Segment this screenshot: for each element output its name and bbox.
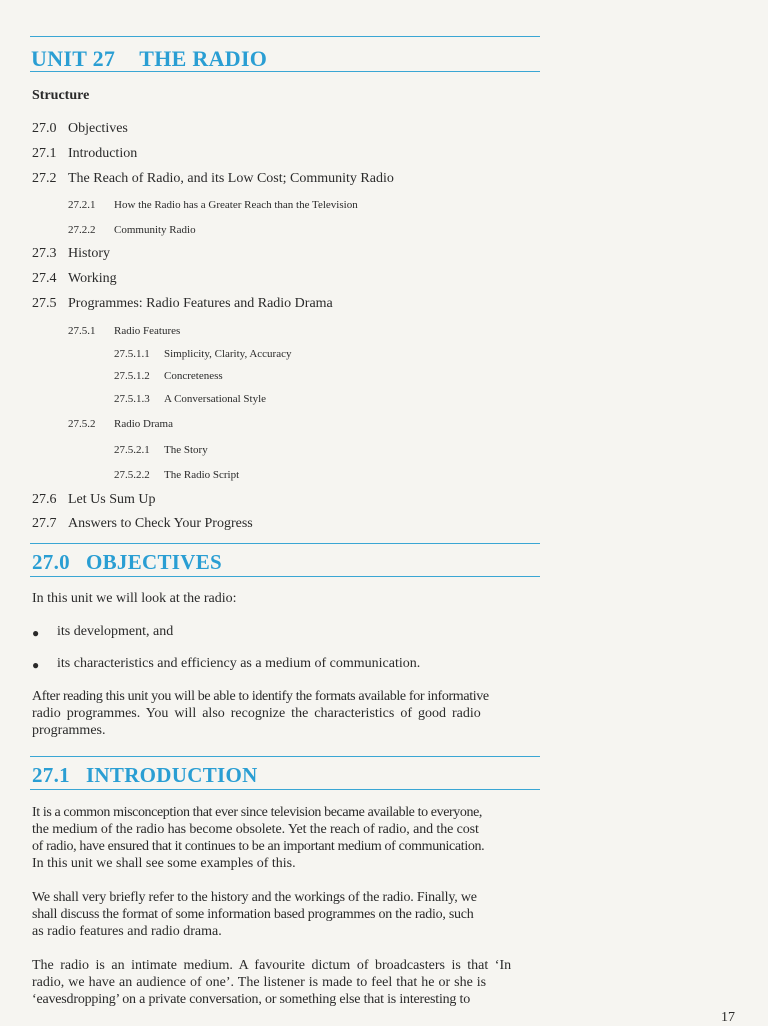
toc-item-27-3 [32,246,110,262]
toc-item-27-5-2 [68,418,173,430]
introduction-paragraph-2 [32,889,541,940]
bullet-icon: ● [32,626,40,640]
introduction-bottom-rule [30,789,540,790]
objectives-heading-title: OBJECTIVES [85,550,222,574]
introduction-paragraph-3 [32,957,541,1008]
paragraph-line: We shall very briefly refer to the history and the workings of the radio. Finally, we [32,890,477,905]
toc-num: 27.2.1 [68,199,96,211]
toc-num: 27.5.2.1 [114,444,150,456]
toc-num: 27.1 [32,146,57,161]
toc-num: 27.5.2 [68,418,96,430]
objectives-paragraph [32,688,541,739]
paragraph-line: programmes. [32,723,106,738]
toc-num: 27.3 [32,246,57,261]
structure-label: Structure [32,88,90,103]
toc-item-27-6 [32,492,156,508]
paragraph-line: It is a common misconception that ever since television became available to everyone, [32,805,482,820]
toc-text: Programmes: Radio Features and Radio Drama [68,296,333,311]
introduction-heading [32,763,258,788]
toc-text: How the Radio has a Greater Reach than the Television [114,199,358,211]
paragraph-line: radio, we have an audience of one’. The listener is made to feel that he or she is [32,975,487,990]
toc-num: 27.7 [32,516,57,531]
paragraph-line: After reading this unit you will be able to identify the formats available for informative [32,689,489,704]
toc-text: Objectives [68,121,128,136]
toc-text: Answers to Check Your Progress [68,516,253,531]
paragraph-line: ‘eavesdropping’ on a private conversation, or something else that is interesting to [32,992,471,1007]
toc-text: History [68,246,110,261]
toc-num: 27.4 [32,271,57,286]
toc-text: A Conversational Style [164,393,267,405]
objectives-bullet-1: its development, and [57,624,174,639]
objectives-bottom-rule [30,576,540,577]
page-number: 17 [721,1010,735,1025]
objectives-top-rule [30,543,540,544]
toc-item-27-5-1-3 [114,393,266,405]
unit-title: THE RADIO [139,46,268,71]
toc-item-27-5-2-2 [114,469,239,481]
toc-num: 27.0 [32,121,57,136]
toc-num: 27.5.1.3 [114,393,150,405]
toc-item-27-2-2 [68,224,196,236]
toc-text: Introduction [68,146,138,161]
paragraph-line: The radio is an intimate medium. A favourite dictum of broadcasters is that ‘In [32,958,512,973]
toc-num: 27.2 [32,171,57,186]
toc-item-27-5-1-1 [114,348,292,360]
toc-text: Concreteness [164,370,223,382]
objectives-heading-number: 27.0 [32,550,70,574]
toc-item-27-5-1-2 [114,370,223,382]
toc-item-27-5-1 [68,325,180,337]
toc-text: Radio Features [114,325,181,337]
toc-text: Let Us Sum Up [68,492,156,507]
toc-item-27-0 [32,121,128,137]
toc-item-27-7 [32,516,253,532]
toc-item-27-2 [32,171,394,187]
toc-num: 27.5.1.2 [114,370,150,382]
objectives-heading [32,550,222,575]
objectives-intro: In this unit we will look at the radio: [32,591,237,606]
unit-heading-underline [30,71,540,72]
paragraph-line: as radio features and radio drama. [32,924,222,939]
toc-text: Radio Drama [114,418,173,430]
toc-item-27-1 [32,146,137,162]
paragraph-line: radio programmes. You will also recognize the characteristics of good radio [32,706,481,721]
toc-num: 27.5.2.2 [114,469,150,481]
toc-num: 27.5.1.1 [114,348,150,360]
toc-num: 27.5.1 [68,325,96,337]
bullet-icon: ● [32,658,40,672]
paragraph-line: In this unit we shall see some examples of this. [32,856,296,871]
introduction-heading-number: 27.1 [32,763,70,787]
toc-item-27-5 [32,296,333,312]
objectives-bullet-2: its characteristics and efficiency as a medium of communication. [57,656,421,671]
toc-num: 27.2.2 [68,224,96,236]
introduction-heading-title: INTRODUCTION [85,763,258,787]
toc-text: The Story [164,444,208,456]
unit-number: UNIT 27 [31,46,116,71]
introduction-paragraph-1 [32,804,541,872]
toc-text: Simplicity, Clarity, Accuracy [164,348,292,360]
toc-num: 27.5 [32,296,57,311]
unit-heading [31,46,267,72]
paragraph-line: of radio, have ensured that it continues to be an important medium of communication. [32,839,485,854]
toc-item-27-4 [32,271,117,287]
toc-text: The Reach of Radio, and its Low Cost; Community Radio [68,171,394,186]
toc-item-27-5-2-1 [114,444,208,456]
toc-text: The Radio Script [164,469,240,481]
paragraph-line: the medium of the radio has become obsolete. Yet the reach of radio, and the cost [32,822,479,837]
toc-num: 27.6 [32,492,57,507]
introduction-top-rule [30,756,540,757]
toc-text: Community Radio [114,224,196,236]
toc-item-27-2-1 [68,199,358,211]
paragraph-line: shall discuss the format of some information based programmes on the radio, such [32,907,474,922]
toc-text: Working [68,271,117,286]
top-rule [30,36,540,37]
